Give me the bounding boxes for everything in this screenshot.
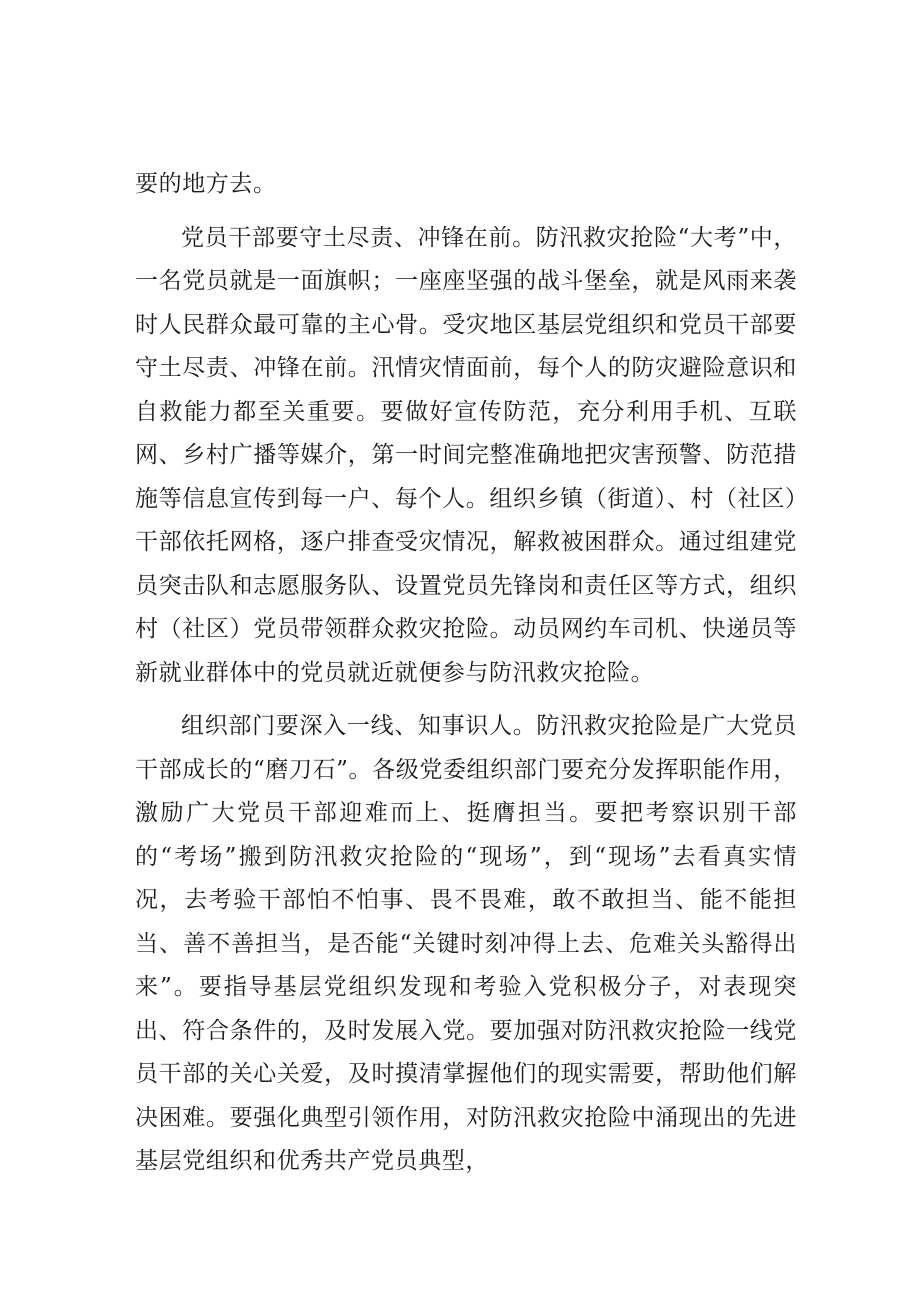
body-text	[135, 163, 797, 1184]
paragraph-continuation: 要的地方去。	[135, 171, 277, 197]
paragraph-organization-departments: 组织部门要深入一线、知事识人。防汛救灾抢险是广大党员干部成长的“磨刀石”。各级党委组织部门要充分发挥职能作用，激励广大党员干部迎难而上、挺膺担当。要把考察识别干部的“考场”搬到防汛救灾抢险的“现场”，到“现场”去看真实情况，去考验干部怕不怕事、畏不畏难，敢不敢担当、能不能担当、善不善担当，是否能“关键时刻冲得上去、危难关头豁得出来”。要指导基层党组织发现和考验入党积极分子，对表现突出、符合条件的，及时发展入党。要加强对防汛救灾抢险一线党员干部的关心关爱，及时摸清掌握他们的现实需要，帮助他们解决困难。要强化典型引领作用，对防汛救灾抢险中涌现出的先进基层党组织和优秀共产党员典型，	[135, 713, 797, 1174]
paragraph-party-cadres: 党员干部要守土尽责、冲锋在前。防汛救灾抢险“大考”中，一名党员就是一面旗帜；一座座坚强的战斗堡垒，就是风雨来袭时人民群众最可靠的主心骨。受灾地区基层党组织和党员干部要守土尽责、冲锋在前。汛情灾情面前，每个人的防灾避险意识和自救能力都至关重要。要做好宣传防范，充分利用手机、互联网、乡村广播等媒介，第一时间完整准确地把灾害预警、防范措施等信息宣传到每一户、每个人。组织乡镇（街道）、村（社区）干部依托网格，逐户排查受灾情况，解救被困群众。通过组建党员突击队和志愿服务队、设置党员先锋岗和责任区等方式，组织村（社区）党员带领群众救灾抢险。动员网约车司机、快递员等新就业群体中的党员就近就便参与防汛救灾抢险。	[135, 224, 797, 686]
